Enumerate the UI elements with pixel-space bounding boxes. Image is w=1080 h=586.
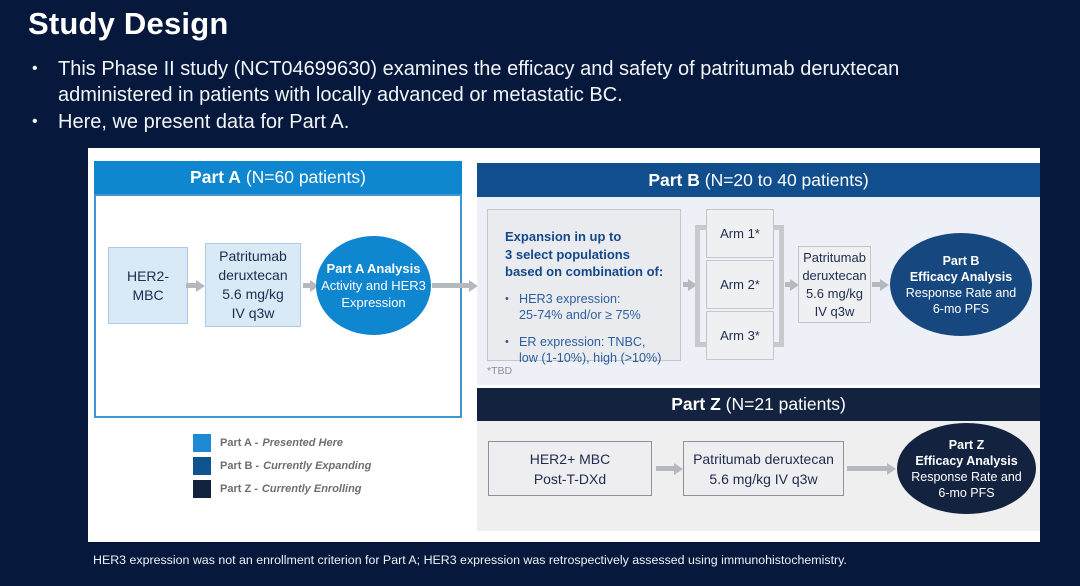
box-line: Patritumab: [219, 248, 287, 264]
legend-swatch-part-a: [193, 434, 211, 452]
part-b-header-bold: Part B: [648, 169, 700, 190]
footnote: HER3 expression was not an enrollment criterion for Part A; HER3 expression was retrospectively assessed using immunohistochemistry.: [93, 553, 847, 567]
ellipse-line: Response Rate and: [905, 285, 1017, 300]
bullet-marker: •: [505, 292, 509, 305]
expansion-bullet-line: 25-74% and/or ≥ 75%: [519, 308, 641, 322]
arm-bracket-left: [695, 225, 700, 347]
ellipse-title: Part Z: [948, 437, 985, 452]
bullet-text: [58, 56, 899, 108]
legend-status: Presented Here: [262, 437, 344, 449]
ellipse-line: Expression: [341, 295, 406, 310]
box-line: deruxtecan: [802, 267, 867, 283]
part-b-efficacy-ellipse: [890, 233, 1032, 336]
bullet-line: Here, we present data for Part A.: [58, 111, 350, 133]
legend-swatch-part-b: [193, 457, 211, 475]
bullet-list: [32, 56, 899, 136]
ellipse-title: Efficacy Analysis: [915, 453, 1018, 468]
box-line: 5.6 mg/kg IV q3w: [709, 470, 818, 487]
page-title: Study Design: [28, 6, 229, 41]
legend-label: Part B -: [220, 460, 260, 472]
bullet-marker: •: [32, 113, 38, 130]
ellipse-line: Response Rate and: [911, 469, 1022, 484]
legend-status: Currently Expanding: [263, 460, 372, 472]
ellipse-title: Efficacy Analysis: [909, 269, 1013, 284]
legend-status: Currently Enrolling: [261, 483, 362, 495]
flow-arrow: [186, 283, 196, 288]
arm-bracket-right: [779, 225, 784, 347]
legend-label: Part Z -: [220, 483, 258, 495]
box-line: Arm 2*: [720, 276, 760, 292]
box-line: 5.6 mg/kg: [805, 285, 864, 301]
expansion-bullet-line: HER3 expression:: [519, 291, 621, 306]
tbd-note: *TBD: [487, 365, 513, 377]
box-line: IV q3w: [231, 305, 275, 321]
flow-arrow: [872, 282, 880, 287]
part-z-header-bold: Part Z: [671, 394, 721, 414]
box-line: HER2-: [126, 267, 169, 284]
part-b-header-rest: (N=20 to 40 patients): [699, 169, 869, 190]
part-a-header-bold: Part A: [190, 167, 241, 187]
expansion-heading-line: Expansion in up to: [505, 229, 622, 244]
ellipse-line: 6-mo PFS: [932, 301, 990, 316]
expansion-heading: [505, 228, 670, 281]
bullet-marker: •: [505, 335, 509, 348]
box-line: deruxtecan: [218, 267, 288, 283]
expansion-bullet-line: low (1-10%), high (>10%): [519, 351, 662, 365]
bullet-line: administered in patients with locally advanced or metastatic BC.: [58, 84, 623, 106]
part-a-header-rest: (N=60 patients): [240, 167, 366, 187]
arm-2-box: [706, 260, 774, 309]
expansion-bullet-line: ER expression: TNBC,: [519, 334, 646, 349]
ellipse-title: Part A Analysis: [326, 261, 421, 276]
part-z-header: [477, 388, 1040, 421]
bullet-marker: •: [32, 60, 38, 77]
legend-swatch-part-z: [193, 480, 211, 498]
expansion-heading-line: based on combination of:: [505, 264, 664, 279]
bullet-item: [32, 56, 899, 108]
box-line: Patritumab deruxtecan: [693, 450, 834, 467]
box-line: Arm 1*: [720, 225, 760, 241]
part-z-header-rest: (N=21 patients): [720, 394, 846, 414]
bullet-text: [58, 109, 349, 135]
bullet-item: [32, 109, 899, 135]
part-z-efficacy-ellipse: [897, 423, 1036, 514]
her2-mbc-box: [108, 247, 188, 324]
legend-item-part-a: [193, 434, 343, 452]
arm-1-box: [706, 209, 774, 258]
ellipse-line: Activity and HER3: [321, 278, 426, 293]
legend-label: Part A -: [220, 437, 259, 449]
expansion-bullet: [505, 334, 670, 367]
patritumab-box-a: [205, 243, 301, 327]
box-line: HER2+ MBC: [529, 450, 611, 467]
flow-arrow: [683, 282, 688, 287]
ellipse-line: 6-mo PFS: [938, 485, 995, 500]
box-line: IV q3w: [814, 303, 855, 319]
flow-arrow: [785, 282, 790, 287]
ellipse-title: Part B: [942, 253, 980, 268]
expansion-bullet: [505, 291, 670, 324]
box-line: Post-T-DXd: [533, 470, 607, 487]
box-line: Arm 3*: [720, 327, 760, 343]
her2-plus-mbc-box: [488, 441, 652, 496]
expansion-heading-line: 3 select populations: [505, 246, 630, 262]
expansion-box: [487, 209, 681, 365]
arm-3-box: [706, 311, 774, 360]
bullet-line: This Phase II study (NCT04699630) examines the efficacy and safety of patritumab deruxtecan: [58, 58, 900, 80]
legend-item-part-b: [193, 457, 371, 475]
flow-arrow: [656, 466, 674, 471]
box-line: 5.6 mg/kg: [222, 286, 284, 302]
flow-arrow: [432, 283, 469, 288]
patritumab-box-b: [798, 246, 871, 323]
flow-arrow: [303, 283, 310, 288]
part-a-analysis-ellipse: [316, 236, 431, 335]
part-a-header: [94, 161, 462, 194]
patritumab-box-z: [683, 441, 844, 496]
flow-arrow: [847, 466, 887, 471]
part-b-header: [477, 163, 1040, 197]
box-line: MBC: [132, 286, 164, 303]
box-line: Patritumab: [803, 249, 866, 265]
legend-item-part-z: [193, 480, 362, 498]
